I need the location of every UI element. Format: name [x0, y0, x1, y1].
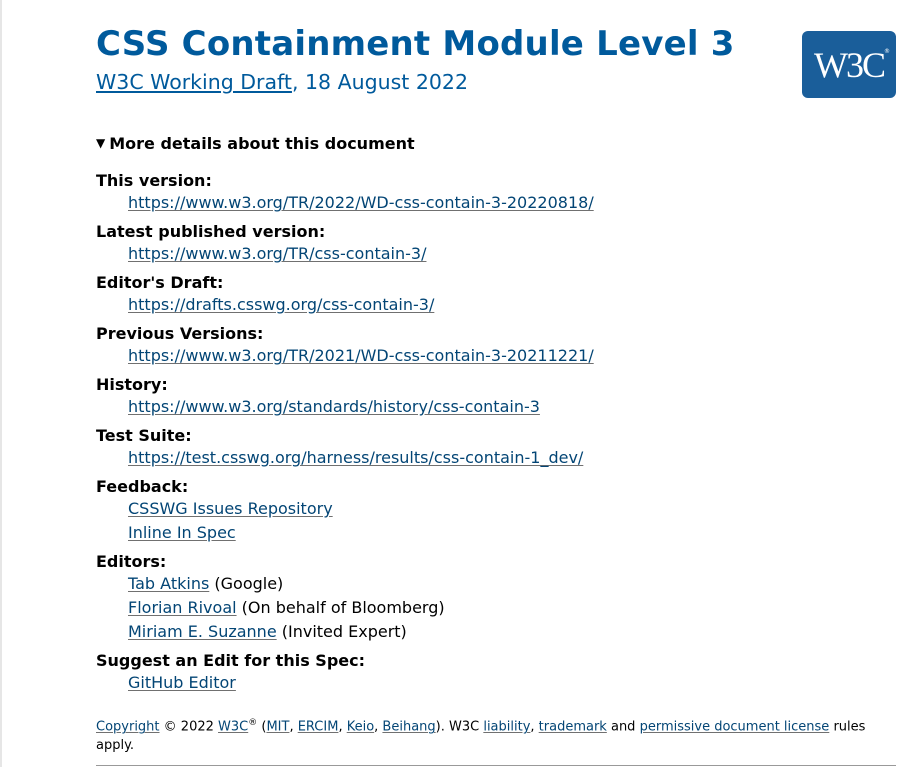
page-title: CSS Containment Module Level 3 — [96, 24, 735, 64]
ercim-link[interactable]: ERCIM — [297, 719, 339, 735]
this-version-link[interactable]: https://www.w3.org/TR/2022/WD-css-contain-3-20220818/ — [128, 193, 594, 212]
history-label: History: — [96, 375, 168, 394]
editor-entry — [128, 572, 896, 596]
editors-label: Editors: — [96, 552, 167, 571]
horizontal-divider — [96, 765, 896, 766]
w3c-logo-icon — [802, 31, 896, 98]
details-summary-label: More details about this document — [109, 134, 415, 153]
editor-affiliation: (On behalf of Bloomberg) — [241, 598, 445, 617]
left-border — [0, 0, 2, 767]
editor-link[interactable]: Miriam E. Suzanne — [128, 622, 277, 641]
editor-link[interactable]: Tab Atkins — [128, 574, 210, 593]
mit-link[interactable]: MIT — [266, 719, 290, 735]
editor-entry — [128, 596, 896, 620]
previous-versions-label: Previous Versions: — [96, 324, 264, 343]
csswg-issues-link[interactable]: CSSWG Issues Repository — [128, 499, 333, 518]
editors-draft-link[interactable]: https://drafts.csswg.org/css-contain-3/ — [128, 295, 435, 314]
inline-in-spec-link[interactable]: Inline In Spec — [128, 523, 236, 542]
publication-date: , 18 August 2022 — [291, 70, 469, 94]
registered-icon: ® — [884, 48, 890, 55]
liability-link[interactable]: liability — [483, 719, 531, 735]
w3c-link[interactable]: W3C — [218, 719, 249, 735]
copyright-notice: Copyright © 2022 W3C® (MIT, ERCIM, Keio, Beihang). W3C liability, trademark and permissive document license rules apply. — [96, 718, 866, 754]
svg-text:W3C: W3C — [814, 45, 884, 85]
editor-link[interactable]: Florian Rivoal — [128, 598, 237, 617]
triangle-down-icon: ▼ — [96, 136, 106, 150]
feedback-label: Feedback: — [96, 477, 189, 496]
keio-link[interactable]: Keio — [346, 719, 375, 735]
latest-version-label: Latest published version: — [96, 222, 326, 241]
editors-draft-label: Editor's Draft: — [96, 273, 224, 292]
w3c-logo[interactable] — [802, 31, 896, 98]
editor-affiliation: (Invited Expert) — [281, 622, 407, 641]
status-link[interactable]: W3C Working Draft — [96, 70, 292, 94]
editor-affiliation: (Google) — [214, 574, 284, 593]
github-editor-link[interactable]: GitHub Editor — [128, 673, 236, 692]
test-suite-label: Test Suite: — [96, 426, 192, 445]
document-status — [96, 70, 468, 94]
copyright-link[interactable]: Copyright — [96, 719, 160, 735]
document-metadata — [96, 170, 896, 695]
beihang-link[interactable]: Beihang — [382, 719, 436, 735]
previous-version-link[interactable]: https://www.w3.org/TR/2021/WD-css-contain-3-20211221/ — [128, 346, 594, 365]
suggest-edit-label: Suggest an Edit for this Spec: — [96, 651, 365, 670]
history-link[interactable]: https://www.w3.org/standards/history/css-contain-3 — [128, 397, 540, 416]
test-suite-link[interactable]: https://test.csswg.org/harness/results/css-contain-1_dev/ — [128, 448, 584, 467]
document-license-link[interactable]: permissive document license — [639, 719, 830, 735]
editor-entry — [128, 620, 896, 644]
this-version-label: This version: — [96, 171, 212, 190]
details-toggle[interactable] — [96, 134, 415, 153]
trademark-link[interactable]: trademark — [538, 719, 607, 735]
latest-version-link[interactable]: https://www.w3.org/TR/css-contain-3/ — [128, 244, 427, 263]
